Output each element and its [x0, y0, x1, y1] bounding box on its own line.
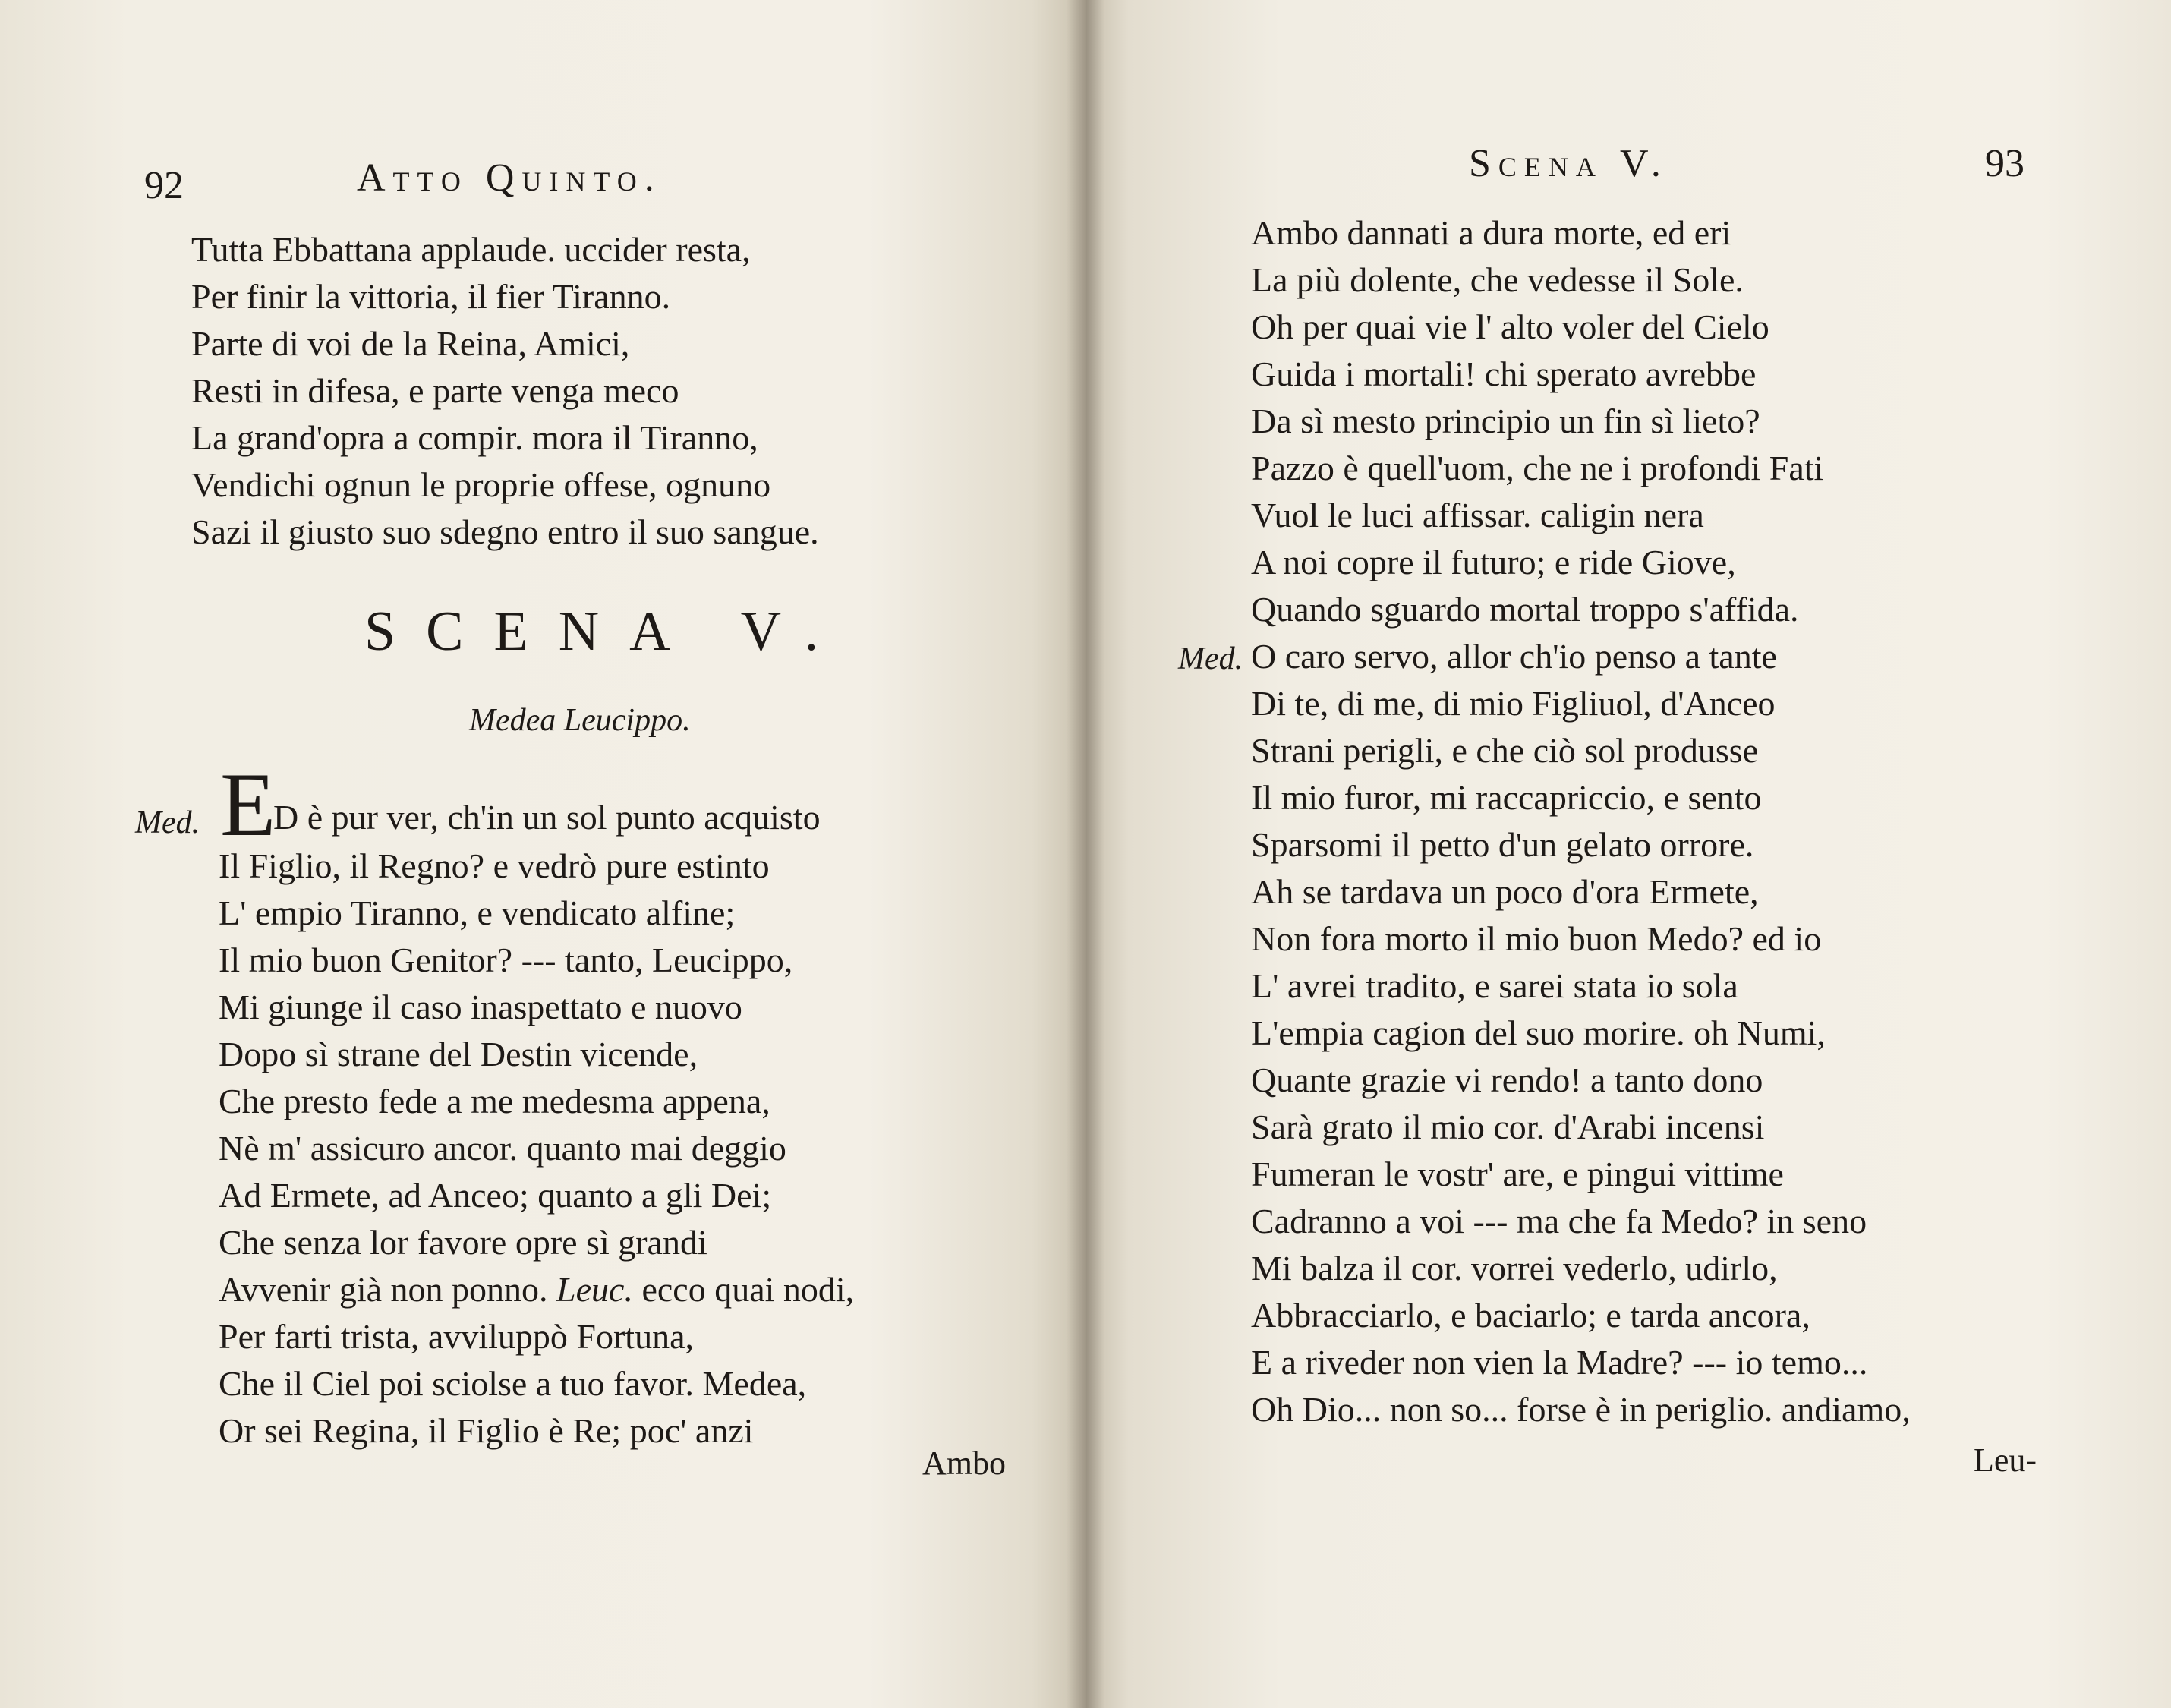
verse-line: Oh per quai vie l' alto voler del Cielo — [1251, 307, 1769, 346]
verse-line: Non fora morto il mio buon Medo? ed io — [1251, 919, 1822, 958]
catchword: Ambo — [922, 1445, 1006, 1482]
verse-line: Che presto fede a me medesma appena, — [219, 1082, 770, 1120]
speaker-label: Leuc. — [556, 1270, 633, 1309]
verse-line: Fumeran le vostr' are, e pingui vittime — [1251, 1155, 1784, 1193]
verse-line: Quante grazie vi rendo! a tanto dono — [1251, 1060, 1763, 1099]
verse-line: Cadranno a voi --- ma che fa Medo? in seno — [1251, 1202, 1867, 1240]
catchword: Leu- — [1974, 1442, 2037, 1479]
page-number: 92 — [144, 164, 184, 207]
verse-line: Quando sguardo mortal troppo s'affida. — [1251, 590, 1799, 629]
verse-text: Avvenir già non ponno. — [219, 1270, 548, 1309]
verse-line: Dopo sì strane del Destin vicende, — [219, 1035, 698, 1073]
verse-line: Che senza lor favore opre sì grandi — [219, 1223, 707, 1262]
verse-line: Che il Ciel poi sciolse a tuo favor. Medea, — [219, 1364, 807, 1403]
verse-line: Ah se tardava un poco d'ora Ermete, — [1251, 872, 1759, 911]
verse-line: Tutta Ebbattana applaude. uccider resta, — [191, 230, 751, 269]
verse-line: Il mio furor, mi raccapriccio, e sento — [1251, 778, 1762, 817]
speaker-label: Med. — [1178, 641, 1243, 676]
character-list: Medea Leucippo. — [469, 703, 691, 738]
verse-line: Sparsomi il petto d'un gelato orrore. — [1251, 825, 1754, 864]
verse-line: L' empio Tiranno, e vendicato alfine; — [219, 893, 736, 932]
verse-line: La più dolente, che vedesse il Sole. — [1251, 260, 1744, 299]
verse-line: Per farti trista, avviluppò Fortuna, — [219, 1317, 694, 1356]
verse-line: Abbracciarlo, e baciarlo; e tarda ancora, — [1251, 1296, 1810, 1335]
verse-line: Mi giunge il caso inaspettato e nuovo — [219, 988, 742, 1026]
verse-line: Pazzo è quell'uom, che ne i profondi Fati — [1251, 449, 1824, 487]
running-head: Atto Quinto. — [357, 156, 662, 200]
verse-line: O caro servo, allor ch'io penso a tante — [1251, 637, 1777, 676]
verse-text: ecco quai nodi, — [641, 1270, 855, 1309]
verse-line: Per finir la vittoria, il fier Tiranno. — [191, 277, 671, 316]
verse-line: L'empia cagion del suo morire. oh Numi, — [1251, 1013, 1826, 1052]
verse-line-with-speaker — [219, 1269, 854, 1309]
verse-line: Ambo dannati a dura morte, ed eri — [1251, 213, 1731, 252]
verse-line: Resti in difesa, e parte venga meco — [191, 371, 679, 410]
verse-line: Vendichi ognun le proprie offese, ognuno — [191, 465, 771, 504]
verse-line: Nè m' assicuro ancor. quanto mai deggio — [219, 1129, 786, 1168]
book-gutter — [1067, 0, 1104, 1708]
verse-line: Da sì mesto principio un fin sì lieto? — [1251, 402, 1760, 440]
verse-line: Parte di voi de la Reina, Amici, — [191, 324, 630, 363]
verse-line: Il mio buon Genitor? --- tanto, Leucippo, — [219, 941, 793, 979]
verse-line: Sazi il giusto suo sdegno entro il suo sangue. — [191, 512, 819, 551]
right-page — [1086, 0, 2171, 1708]
verse-line: D è pur ver, ch'in un sol punto acquisto — [273, 798, 821, 837]
scene-title: SCENA V. — [364, 600, 849, 663]
verse-line: La grand'opra a compir. mora il Tiranno, — [191, 418, 758, 457]
verse-line: Il Figlio, il Regno? e vedrò pure estinto — [219, 846, 770, 885]
verse-line: Strani perigli, e che ciò sol produsse — [1251, 731, 1759, 770]
page-number: 93 — [1985, 142, 2024, 185]
running-head: Scena V. — [1469, 142, 1668, 185]
verse-line: Di te, di me, di mio Figliuol, d'Anceo — [1251, 684, 1776, 723]
verse-line: Guida i mortali! chi sperato avrebbe — [1251, 355, 1757, 393]
verse-line: Oh Dio... non so... forse è in periglio. andiamo, — [1251, 1390, 1911, 1429]
verse-line: L' avrei tradito, e sarei stata io sola — [1251, 966, 1738, 1005]
drop-cap: E — [220, 754, 276, 855]
verse-line: Or sei Regina, il Figlio è Re; poc' anzi — [219, 1411, 754, 1450]
verse-line: Mi balza il cor. vorrei vederlo, udirlo, — [1251, 1249, 1778, 1287]
verse-line: Sarà grato il mio cor. d'Arabi incensi — [1251, 1108, 1765, 1146]
verse-line: Vuol le luci affissar. caligin nera — [1251, 496, 1704, 534]
verse-line: Ad Ermete, ad Anceo; quanto a gli Dei; — [219, 1176, 772, 1215]
verse-line: E a riveder non vien la Madre? --- io temo... — [1251, 1343, 1868, 1382]
verse-line: A noi copre il futuro; e ride Giove, — [1251, 543, 1736, 581]
speaker-label: Med. — [135, 805, 200, 840]
